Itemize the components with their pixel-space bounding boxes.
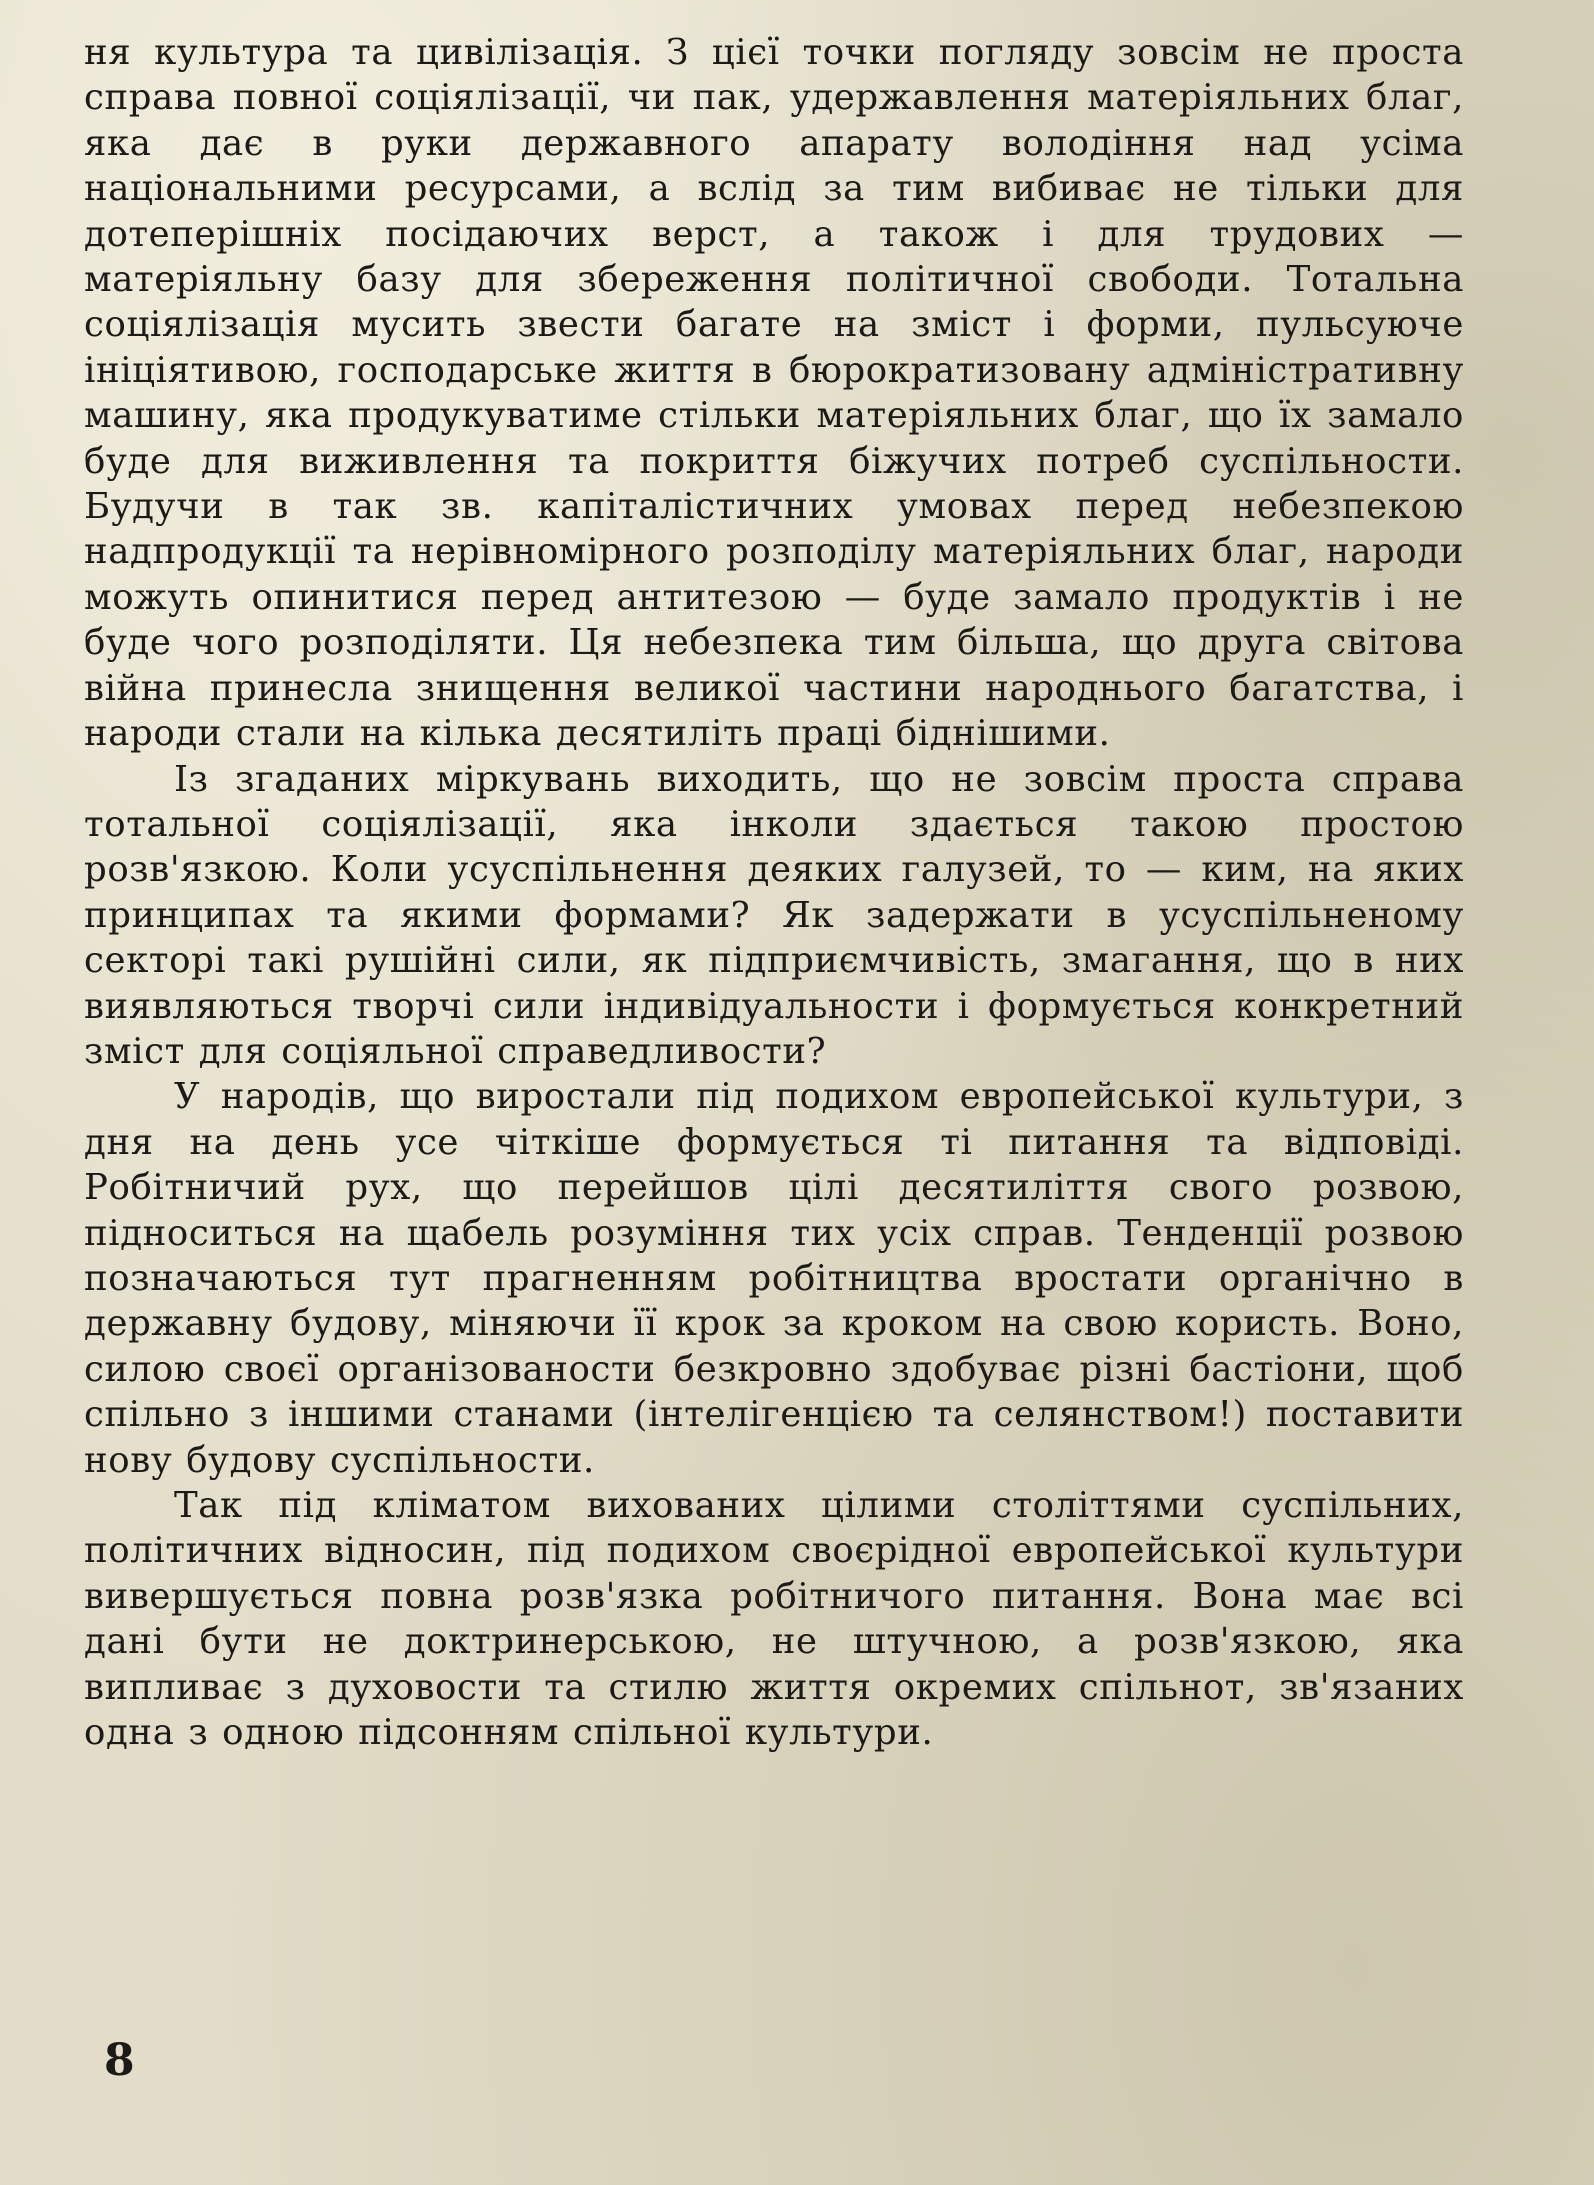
paragraph-workers-question: Так під кліматом вихованих цілими століттями суспільних, політичних відносин, під подихом своєрідної европейської культури вивершується повна розв'язка робітничого питання. Вона має всі дані бути не доктринерською, не штучною, а розв'язкою, яка випливає з духовости та стилю життя окремих спільнот, зв'язаних одна з одною підсонням спільної культури. xyxy=(84,1485,1464,1754)
body-text xyxy=(84,30,1464,1755)
page-number: 8 xyxy=(104,2035,135,2086)
paragraph-continued: ня культура та цивілізація. З цієї точки погляду зовсім не проста справа повної соціялізації, чи пак, удержавлення матеріяльних благ, яка дає в руки державного апарату володіння над усіма національними ресурсами, а вслід за тим вибиває не тільки для дотеперішніх посідаючих верст, а також і для трудових — матеріяльну базу для збереження політичної свободи. Тотальна соціялізація мусить звести багате на зміст і форми, пульсуюче ініціятивою, господарське життя в бюрократизовану адміністративну машину, яка продукуватиме стільки матеріяльних благ, що їх замало буде для виживлення та покриття біжучих потреб суспільности. Будучи в так зв. капіталістичних умовах перед небезпекою надпродукції та нерівномірного розподілу матеріяльних благ, народи можуть опинитися перед антитезою — буде замало продуктів і не буде чого розподіляти. Ця небезпека тим більша, що друга світова війна принесла знищення великої частини народнього багатства, і народи стали на кілька десятиліть праці біднішими. xyxy=(84,32,1464,755)
paragraph-socialization: Із згаданих міркувань виходить, що не зовсім проста справа тотальної соціялізації, яка інколи здається такою простою розв'язкою. Коли усуспільнення деяких галузей, то — ким, на яких принципах та якими формами? Як задержати в усуспільненому секторі такі рушійні сили, як підприємчивість, змагання, що в них виявляються творчі сили індивідуальности і формується конкретний зміст для соціяльної справедливости? xyxy=(84,758,1464,1072)
paragraph-european-peoples: У народів, що виростали під подихом европейської культури, з дня на день усе чіткіше формується ті питання та відповіді. Робітничий рух, що перейшов цілі десятиліття свого розвою, підноситься на щабель розуміння тих усіх справ. Тенденції розвою позначаються тут прагненням робітництва вростати органічно в державну будову, міняючи її крок за кроком на свою користь. Воно, силою своєї організованости безкровно здобуває різні бастіони, щоб спільно з іншими станами (інтелігенцією та селянством!) поставити нову будову суспільности. xyxy=(84,1076,1464,1481)
